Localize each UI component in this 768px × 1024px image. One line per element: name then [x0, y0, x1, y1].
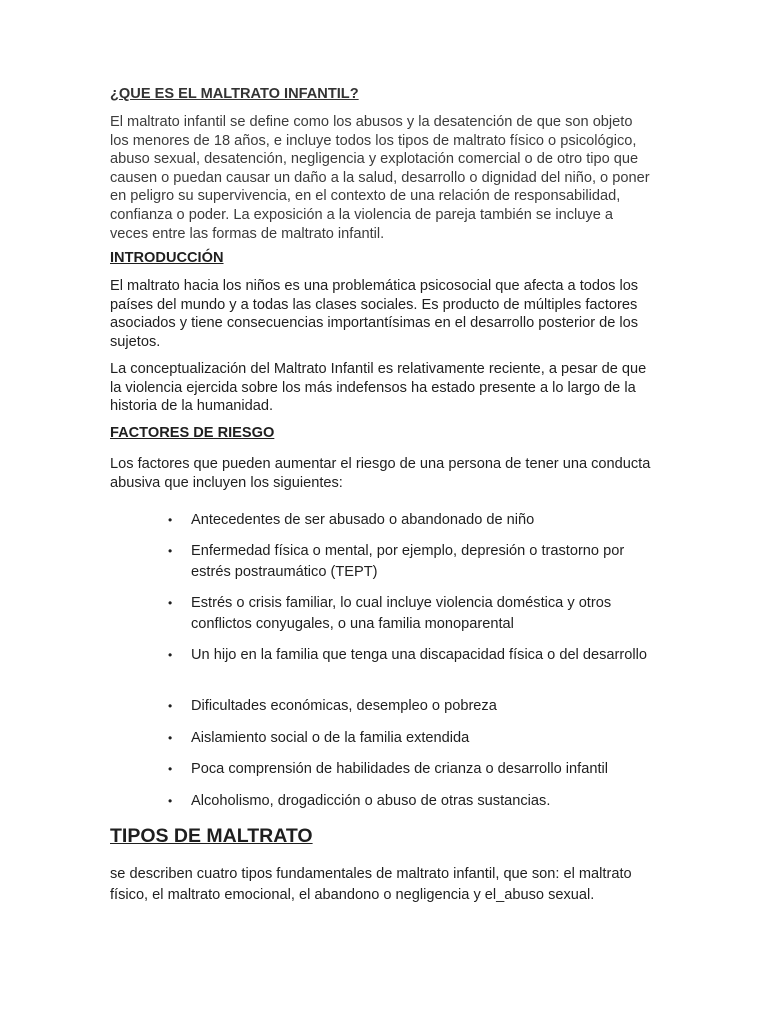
- bullet-icon: •: [168, 699, 173, 713]
- heading-que-es-text: QUE ES EL MALTRATO INFANTIL?: [118, 86, 359, 102]
- heading-factores: FACTORES DE RIESGO: [110, 425, 275, 441]
- heading-introduccion: INTRODUCCIÓN: [110, 250, 224, 266]
- bullet-icon: •: [168, 544, 173, 558]
- heading-que-es-prefix: ¿: [110, 86, 119, 102]
- list-item: • Dificultades económicas, desempleo o pobreza: [191, 696, 661, 717]
- paragraph-intro-1: El maltrato hacia los niños es una problemática psicosocial que afecta a todos los países del mundo y a todas las clases sociales. Es producto de múltiples factores asociados y tiene consecuencias importantísimas en el desarrollo posterior de los sujetos.: [110, 278, 639, 350]
- list-item: • Poca comprensión de habilidades de crianza o desarrollo infantil: [191, 759, 661, 780]
- heading-tipos: TIPOS DE MALTRATO: [110, 825, 313, 847]
- list-item: • Antecedentes de ser abusado o abandonado de niño: [191, 510, 661, 531]
- bullet-icon: •: [168, 648, 173, 662]
- paragraph-intro-2: La conceptualización del Maltrato Infantil es relativamente reciente, a pesar de que la violencia ejercida sobre los más indefensos ha estado presente a lo largo de la historia de la humanidad.: [110, 361, 647, 415]
- paragraph-factores-intro: Los factores que pueden aumentar el riesgo de una persona de tener una conducta abusiva que incluyen los siguientes:: [110, 456, 651, 491]
- bullet-icon: •: [168, 596, 173, 610]
- paragraph-tipos: se describen cuatro tipos fundamentales de maltrato infantil, que son: el maltrato físico, el maltrato emocional, el abandono o negligencia y el_abuso sexual.: [110, 866, 632, 903]
- bullet-icon: •: [168, 794, 173, 808]
- bullet-icon: •: [168, 731, 173, 745]
- heading-que-es: [110, 85, 359, 103]
- paragraph-definition: El maltrato infantil se define como los abusos y la desatención de que son objeto los menores de 18 años, e incluye todos los tipos de maltrato físico o psicológico, abuso sexual, desatención, negligencia y explotación comercial o de otro tipo que causen o puedan causar un daño a la salud, desarrollo o dignidad del niño, o poner en peligro su supervivencia, en el contexto de una relación de responsabilidad, confianza o poder. La exposición a la violencia de pareja también se incluye a veces entre las formas de maltrato infantil.: [110, 114, 650, 242]
- list-item: • Aislamiento social o de la familia extendida: [191, 728, 661, 749]
- list-item: • Enfermedad física o mental, por ejemplo, depresión o trastorno por estrés postraumático (TEPT): [168, 543, 625, 580]
- list-item: • Alcoholismo, drogadicción o abuso de otras sustancias.: [191, 791, 661, 812]
- bullet-icon: •: [168, 513, 173, 527]
- list-item: • Estrés o crisis familiar, lo cual incluye violencia doméstica y otros conflictos conyugales, o una familia monoparental: [168, 595, 612, 632]
- bullet-icon: •: [168, 762, 173, 776]
- list-item: • Un hijo en la familia que tenga una discapacidad física o del desarrollo: [191, 645, 661, 666]
